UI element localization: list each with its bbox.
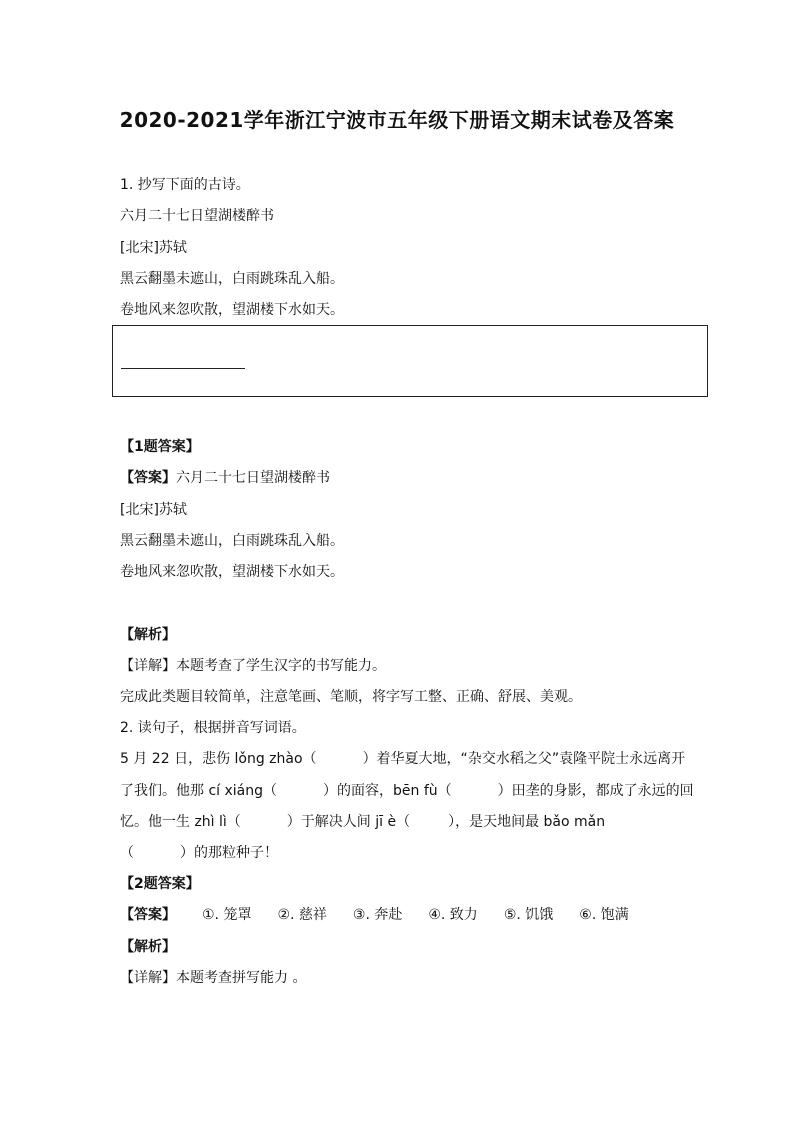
a1-answer-label: 【答案】: [120, 470, 176, 486]
a1-analysis-header: 【解析】: [120, 627, 176, 643]
a1-header: 【1题答案】: [120, 439, 200, 455]
q1-author: [北宋]苏轼: [120, 240, 187, 256]
a2-item: ⑤. 饥饿: [503, 907, 554, 923]
q2-text: ）田垄的身影，都成了永远的回: [497, 783, 694, 799]
q1-poem-line-2: 卷地风来忽吹散，望湖楼下水如天。: [120, 302, 344, 318]
a1-detail-2: 完成此类题目较简单，注意笔画、笔顺，将字写工整、正确、舒展、美观。: [120, 689, 582, 705]
q2-text: （: [120, 845, 134, 861]
a2-item: ②. 慈祥: [277, 907, 327, 923]
q2-sentence-line-3: [120, 813, 605, 831]
a2-answer-label: 【答案】: [120, 907, 176, 923]
q1-poem-line-1: 黑云翻墨未遮山，白雨跳珠乱入船。: [120, 271, 344, 287]
a2-item: ⑥. 饱满: [579, 907, 629, 923]
page-title: 2020-2021学年浙江宁波市五年级下册语文期末试卷及答案: [119, 108, 675, 132]
a1-poem-line-2: 卷地风来忽吹散，望湖楼下水如天。: [120, 564, 344, 580]
a1-author: [北宋]苏轼: [120, 502, 187, 518]
q2-text: ）于解决人间 jī è（: [286, 814, 411, 830]
q2-text: ），是天地间最 bǎo mǎn: [448, 814, 606, 830]
q1-prompt: 1. 抄写下面的古诗。: [120, 177, 250, 193]
q2-sentence-line-1: [120, 750, 685, 768]
a1-poem-line-1: 黑云翻墨未遮山，白雨跳珠乱入船。: [120, 533, 344, 549]
q2-text: ）的面容，bēn fù（: [323, 783, 452, 799]
q2-text: 忆。他一生 zhì lì（: [120, 814, 241, 830]
a1-poem-title: 六月二十七日望湖楼醉书: [176, 470, 330, 486]
q2-sentence-line-2: [120, 782, 694, 800]
copy-writing-box[interactable]: [112, 325, 708, 397]
q2-text: ）着华夏大地，“杂交水稻之父”袁隆平院士永远离开: [362, 751, 686, 767]
q2-text: ）的那粒种子！: [180, 845, 278, 861]
q2-sentence-line-4: [120, 844, 278, 862]
a1-answer: [120, 469, 330, 487]
a2-header: 【2题答案】: [120, 876, 200, 892]
a2-item: ③. 奔赴: [352, 907, 403, 923]
a2-item: ①. 笼罩: [202, 907, 252, 923]
q1-poem-title: 六月二十七日望湖楼醉书: [120, 208, 274, 224]
a2-answer: [120, 906, 629, 924]
q2-prompt: 2. 读句子，根据拼音写词语。: [120, 720, 306, 736]
a2-item: ④. 致力: [428, 907, 478, 923]
writing-line: [121, 368, 245, 369]
q2-text: 了我们。他那 cí xiáng（: [120, 783, 278, 799]
a1-detail: 【详解】本题考查了学生汉字的书写能力。: [120, 658, 386, 674]
a2-analysis-header: 【解析】: [120, 939, 176, 955]
q2-text: 5 月 22 日，悲伤 lǒng zhào（: [120, 751, 317, 767]
a2-detail: 【详解】本题考查拼写能力 。: [120, 970, 307, 986]
